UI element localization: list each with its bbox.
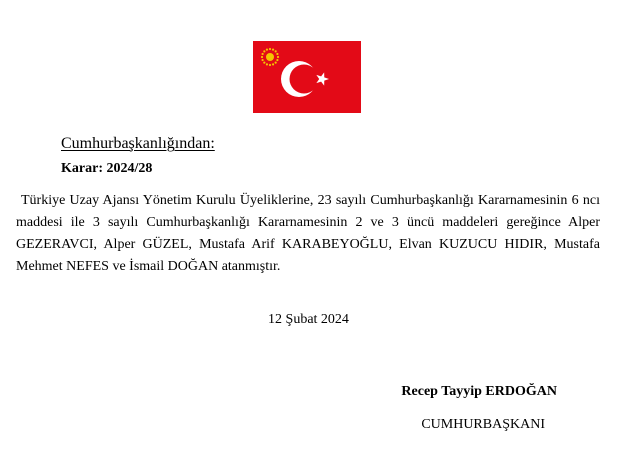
seal-star	[266, 63, 268, 65]
crescent-inner	[290, 65, 319, 94]
seal-star	[262, 59, 264, 61]
signatory-title: CUMHURBAŞKANI	[421, 417, 545, 432]
decree-body-text: Türkiye Uzay Ajansı Yönetim Kurulu Üyeliklerine, 23 sayılı Cumhurbaşkanlığı Kararnamesinin 6 ncı maddesi ile 3 sayılı Cumhurbaşkanlığı Kararnamesinin 2 ve 3 üncü maddeleri gereğince Alper GEZERAVCI, Alper GÜZEL, Mustafa Arif KARABEYOĞLU, Elvan KUZUCU HIDIR, Mustafa Mehmet NEFES ve İsmail DOĞAN atanmıştır.	[16, 193, 600, 274]
flag-icon	[253, 41, 361, 113]
seal-star	[263, 50, 265, 52]
seal-star	[261, 56, 263, 58]
seal-star	[275, 50, 277, 52]
decree-date: 12 Şubat 2024	[268, 312, 349, 327]
seal-star	[275, 62, 277, 64]
seal-star	[269, 48, 271, 50]
seal-sun	[266, 53, 274, 61]
seal-star	[262, 53, 264, 55]
turkish-flag-emblem	[253, 41, 361, 113]
decree-number: Karar: 2024/28	[61, 161, 153, 176]
seal-star	[276, 53, 278, 55]
seal-star	[266, 49, 268, 51]
seal-star	[269, 64, 271, 66]
seal-star	[272, 49, 274, 51]
seal-star	[277, 56, 279, 58]
signatory-name: Recep Tayyip ERDOĞAN	[401, 384, 557, 399]
seal-star	[276, 59, 278, 61]
seal-star	[272, 63, 274, 65]
issuing-authority-heading: Cumhurbaşkanlığından:	[61, 135, 215, 152]
seal-star	[263, 62, 265, 64]
